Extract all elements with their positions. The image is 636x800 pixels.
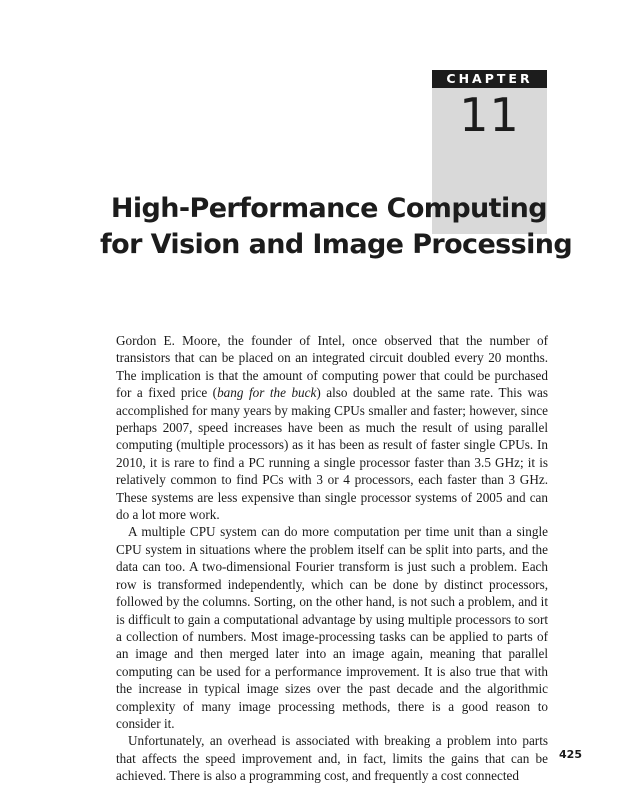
paragraph-3: Unfortunately, an overhead is associated with breaking a problem into parts that affects the speed improvement and, in fact, limits the gains that can be achieved. There is also a programming cost, and frequently a cost connected — [116, 733, 548, 784]
paragraph-1-emphasis: bang for the buck — [217, 385, 317, 401]
chapter-number: 11 — [459, 88, 520, 142]
paragraph-2: A multiple CPU system can do more computation per time unit than a single CPU system in situations where the problem itself can be split into parts, and the data can too. A two-dimensional Fourier transform is just such a problem. Each row is transformed independently, which can be done by distinct processors, followed by the columns. Sorting, on the other hand, is not such a problem, and it is difficult to gain a computational advantage by using multiple processors to sort a collection of numbers. Most image-processing tasks can be applied to parts of an image and then merged later into an image again, meaning that parallel computing can be used for a performance improvement. It is also true that with the increase in typical image sizes over the past decade and the algorithmic complexity of many image processing methods, there is a good reason to consider it. — [116, 524, 548, 731]
chapter-title-line-1: High-Performance Computing — [110, 193, 547, 224]
page-number: 425 — [559, 748, 582, 761]
chapter-label: CHAPTER — [432, 70, 547, 88]
paragraph-1-part-2: ) also doubled at the same rate. This was accomplished for many years by making CPUs smaller and faster; however, since perhaps 2007, speed increases have been as much the result of using parallel computing (multiple processors) as it has been as result of faster single CPUs. In 2010, it is rare to find a PC running a single processor faster than 3.5 GHz; it is relatively common to find PCs with 3 or 4 processors, each faster than 3 GHz. These systems are less expensive than single processor systems of 2005 and can do a lot more work. — [116, 385, 548, 523]
paragraph-1 — [116, 332, 548, 523]
chapter-title-line-2: for Vision and Image Processing — [100, 229, 573, 260]
paragraph-1-part-1: Gordon E. Moore, the founder of Intel, once observed that the number of transistors that can be placed on an integrated circuit doubled every 20 months. The implication is that the amount of computing power that could be purchased for a fixed price ( — [116, 333, 548, 401]
chapter-title — [100, 191, 573, 263]
body-text — [116, 332, 548, 785]
